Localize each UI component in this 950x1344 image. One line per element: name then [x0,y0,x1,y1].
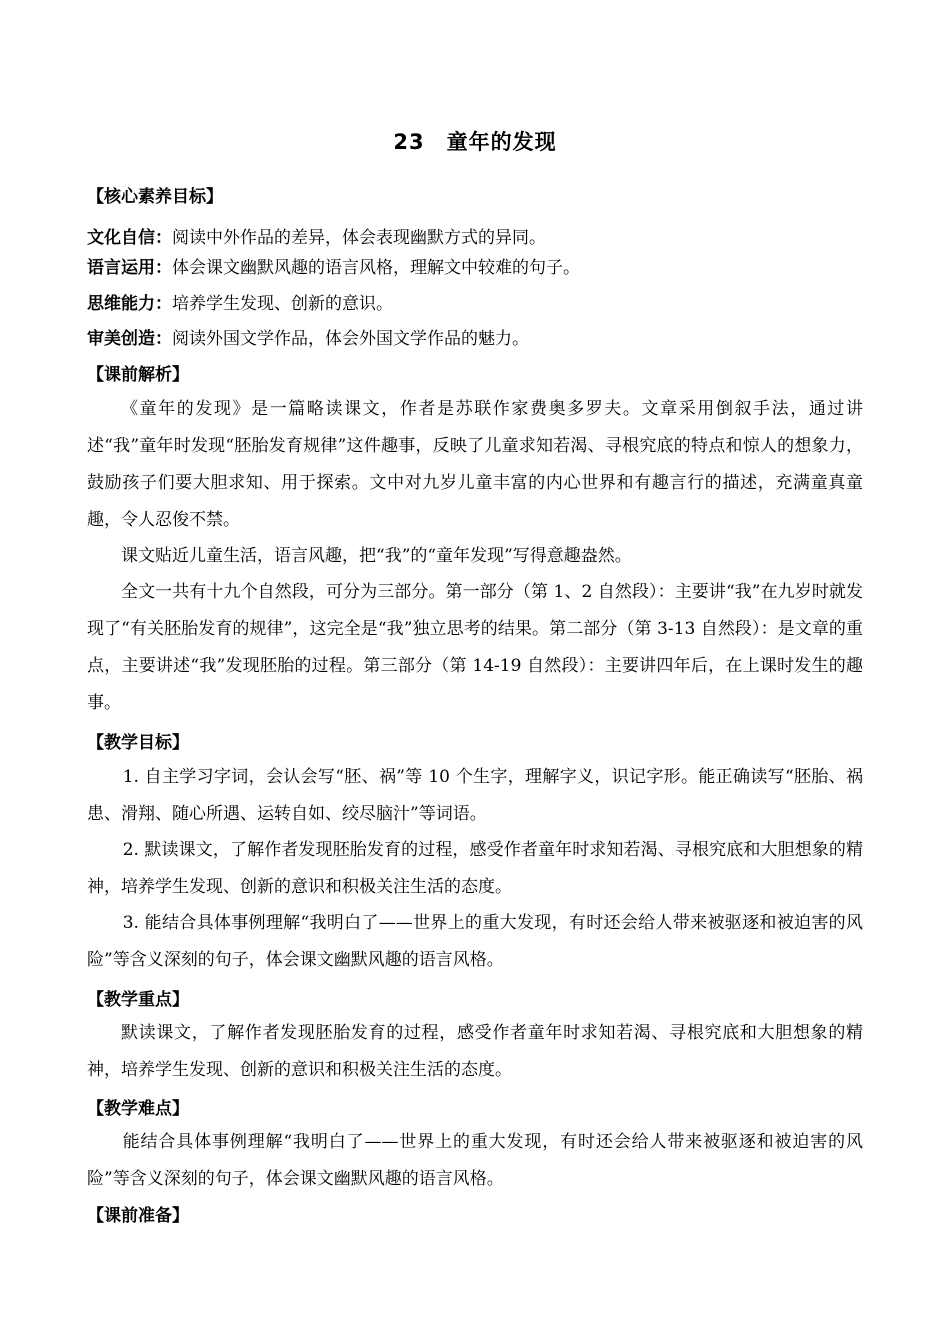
goal-text: 体会课文幽默风趣的语言风格，理解文中较难的句子。 [172,258,580,278]
goal-culture [87,223,546,248]
key-points-text: 默读课文，了解作者发现胚胎发育的过程，感受作者童年时求知若渴、寻根究底和大胆想象的精神，培养学生发现、创新的意识和积极关注生活的态度。 [87,1023,863,1080]
lesson-title: 童年的发现 [446,130,557,154]
teaching-goal-3: 3. 能结合具体事例理解“我明白了——世界上的重大发现，有时还会给人带来被驱逐和被迫害的风险”等含义深刻的句子，体会课文幽默风趣的语言风格。 [87,913,863,970]
analysis-paragraph-2: 课文贴近儿童生活，语言风趣，把“我”的“童年发现”写得意趣盎然。 [121,546,632,566]
teaching-goal-1: 1. 自主学习字词，会认会写“胚、祸”等 10 个生字，理解字义，识记字形。能正确读写“胚胎、祸患、滑翔、随心所遇、运转自如、绞尽脑汁”等词语。 [87,767,863,824]
heading-pre-analysis: 【课前解析】 [87,365,189,385]
heading-preparation: 【课前准备】 [87,1206,189,1226]
page-title [0,126,950,156]
heading-teaching-goals: 【教学目标】 [87,733,189,753]
difficulties-text: 能结合具体事例理解“我明白了——世界上的重大发现，有时还会给人带来被驱逐和被迫害的风险”等含义深刻的句子，体会课文幽默风趣的语言风格。 [87,1132,863,1189]
goal-thinking [87,289,393,314]
lesson-number: 23 [393,130,425,154]
goal-label: 思维能力： [87,294,172,314]
goal-language [87,253,580,278]
heading-core-goals: 【核心素养目标】 [87,187,223,207]
goal-label: 文化自信： [87,228,172,248]
analysis-paragraph-3: 全文一共有十九个自然段，可分为三部分。第一部分（第 1、2 自然段）：主要讲“我”在九岁时就发现了“有关胚胎发育的规律”，这完全是“我”独立思考的结果。第二部分（第 3-13 自然段）：是文章的重点，主要讲述“我”发现胚胎的过程。第三部分（第 14-19 自然段）：主要讲四年后，在上课时发生的趣事。 [87,582,863,713]
goal-text: 阅读外国文学作品，体会外国文学作品的魅力。 [172,329,529,349]
teaching-goal-2: 2. 默读课文，了解作者发现胚胎发育的过程，感受作者童年时求知若渴、寻根究底和大胆想象的精神，培养学生发现、创新的意识和积极关注生活的态度。 [87,840,863,897]
goal-text: 培养学生发现、创新的意识。 [172,294,393,314]
goal-text: 阅读中外作品的差异，体会表现幽默方式的异同。 [172,228,546,248]
goal-label: 语言运用： [87,258,172,278]
analysis-paragraph-1: 《童年的发现》是一篇略读课文，作者是苏联作家费奥多罗夫。文章采用倒叙手法，通过讲述“我”童年时发现“胚胎发育规律”这件趣事，反映了儿童求知若渴、寻根究底的特点和惊人的想象力，鼓励孩子们要大胆求知、用于探索。文中对九岁儿童丰富的内心世界和有趣言行的描述，充满童真童趣，令人忍俊不禁。 [87,399,863,530]
goal-aesthetics [87,324,529,349]
heading-difficulties: 【教学难点】 [87,1099,189,1119]
heading-key-points: 【教学重点】 [87,990,189,1010]
goal-label: 审美创造： [87,329,172,349]
